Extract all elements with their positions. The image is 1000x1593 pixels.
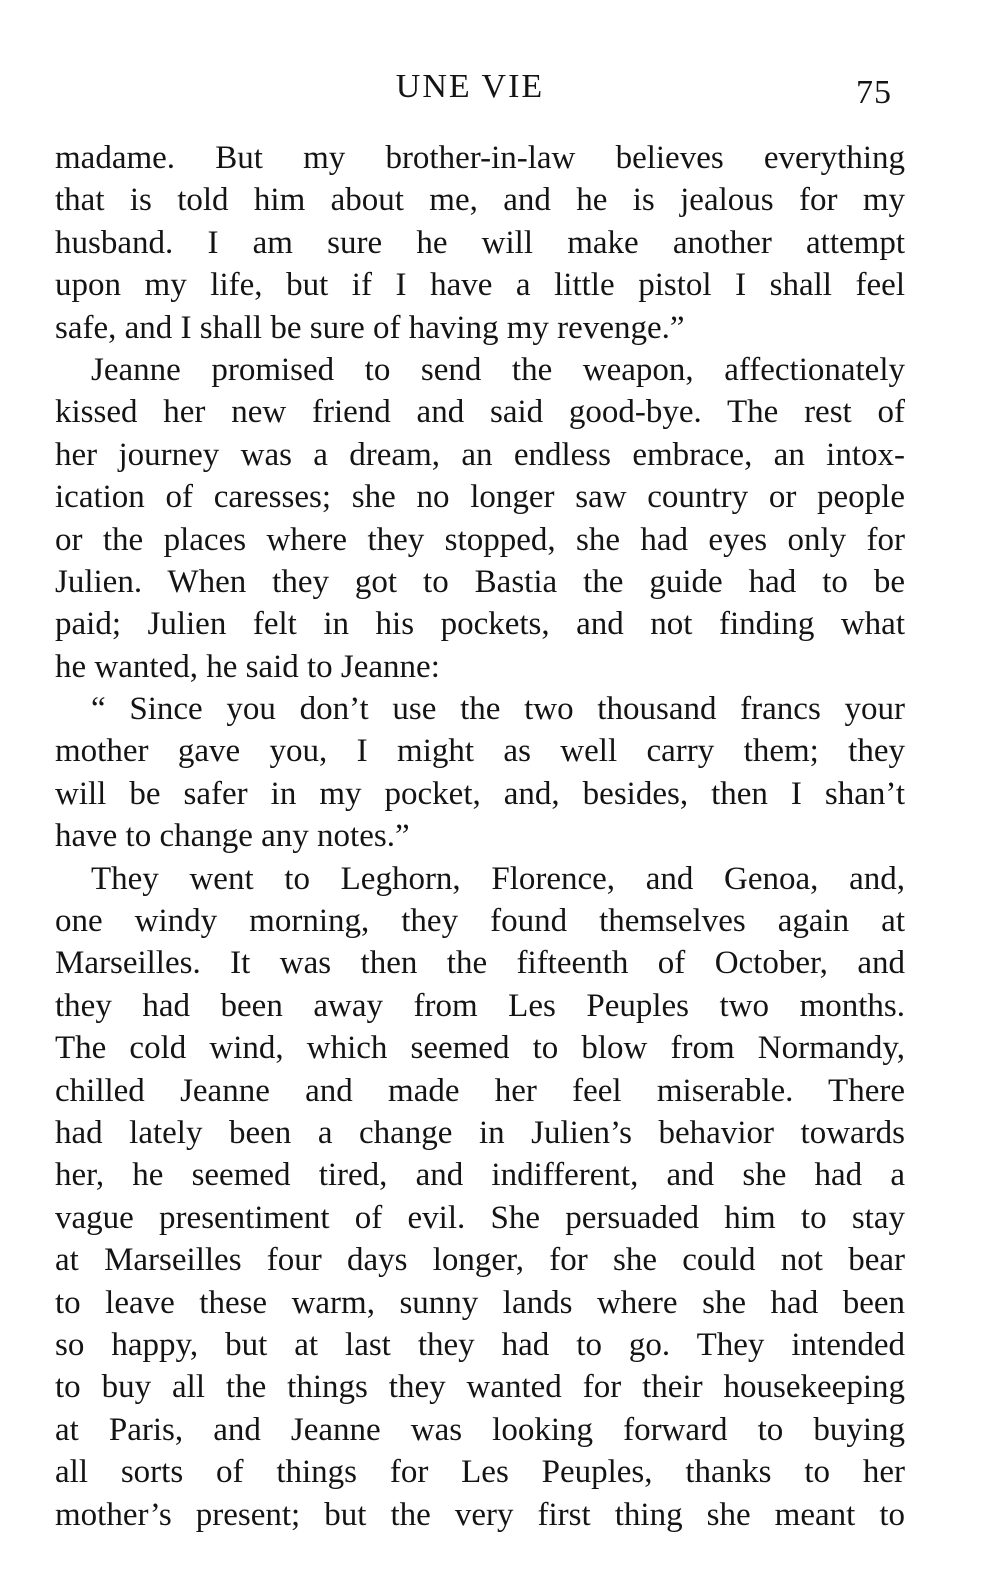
page-number: 75 [856,74,892,111]
text-line: he wanted, he said to Jeanne: [55,648,440,685]
text-line: kissed her new friend and said good-bye. The rest of [55,394,905,431]
text-line: will be safer in my pocket, and, besides, then I shan’t [55,775,905,812]
text-line: vague presentiment of evil. She persuaded him to stay [55,1199,905,1236]
paragraph-start-line: They went to Leghorn, Florence, and Genoa, and, [91,860,905,897]
paragraph-start-line: Jeanne promised to send the weapon, affectionately [91,351,905,388]
paragraph-start-line: “ Since you don’t use the two thousand francs your [91,691,905,728]
running-title: UNE VIE [395,68,545,105]
body-text [55,137,905,1536]
text-line: all sorts of things for Les Peuples, thanks to her [55,1454,905,1491]
text-line: upon my life, but if I have a little pistol I shall feel [55,267,905,304]
text-line: to leave these warm, sunny lands where she had been [55,1284,905,1321]
text-line: had lately been a change in Julien’s behavior towards [55,1114,905,1151]
text-line: paid; Julien felt in his pockets, and not finding what [55,606,905,643]
text-line: or the places where they stopped, she had eyes only for [55,521,905,558]
text-line: her journey was a dream, an endless embrace, an intox- [55,436,905,473]
text-line: her, he seemed tired, and indifferent, and she had a [55,1157,905,1194]
text-line: Marseilles. It was then the fifteenth of October, and [55,945,905,982]
text-line: mother gave you, I might as well carry them; they [55,733,905,770]
text-line: mother’s present; but the very first thing she meant to [55,1496,905,1533]
text-line: Julien. When they got to Bastia the guide had to be [55,563,905,600]
text-line: safe, and I shall be sure of having my revenge.” [55,309,685,346]
text-line: that is told him about me, and he is jealous for my [55,182,905,219]
text-line: at Marseilles four days longer, for she could not bear [55,1242,905,1279]
text-line: to buy all the things they wanted for their housekeeping [55,1369,905,1406]
text-line: they had been away from Les Peuples two months. [55,987,905,1024]
text-line: so happy, but at last they had to go. They intended [55,1326,905,1363]
text-line: one windy morning, they found themselves again at [55,903,905,940]
text-line: husband. I am sure he will make another attempt [55,224,905,261]
text-line: The cold wind, which seemed to blow from Normandy, [55,1030,905,1067]
text-line: at Paris, and Jeanne was looking forward to buying [55,1411,905,1448]
text-line: ication of caresses; she no longer saw country or people [55,479,905,516]
running-head [0,62,1000,112]
text-line: madame. But my brother-in-law believes everything [55,140,905,176]
text-line: have to change any notes.” [55,818,410,855]
text-line: chilled Jeanne and made her feel miserable. There [55,1072,905,1109]
